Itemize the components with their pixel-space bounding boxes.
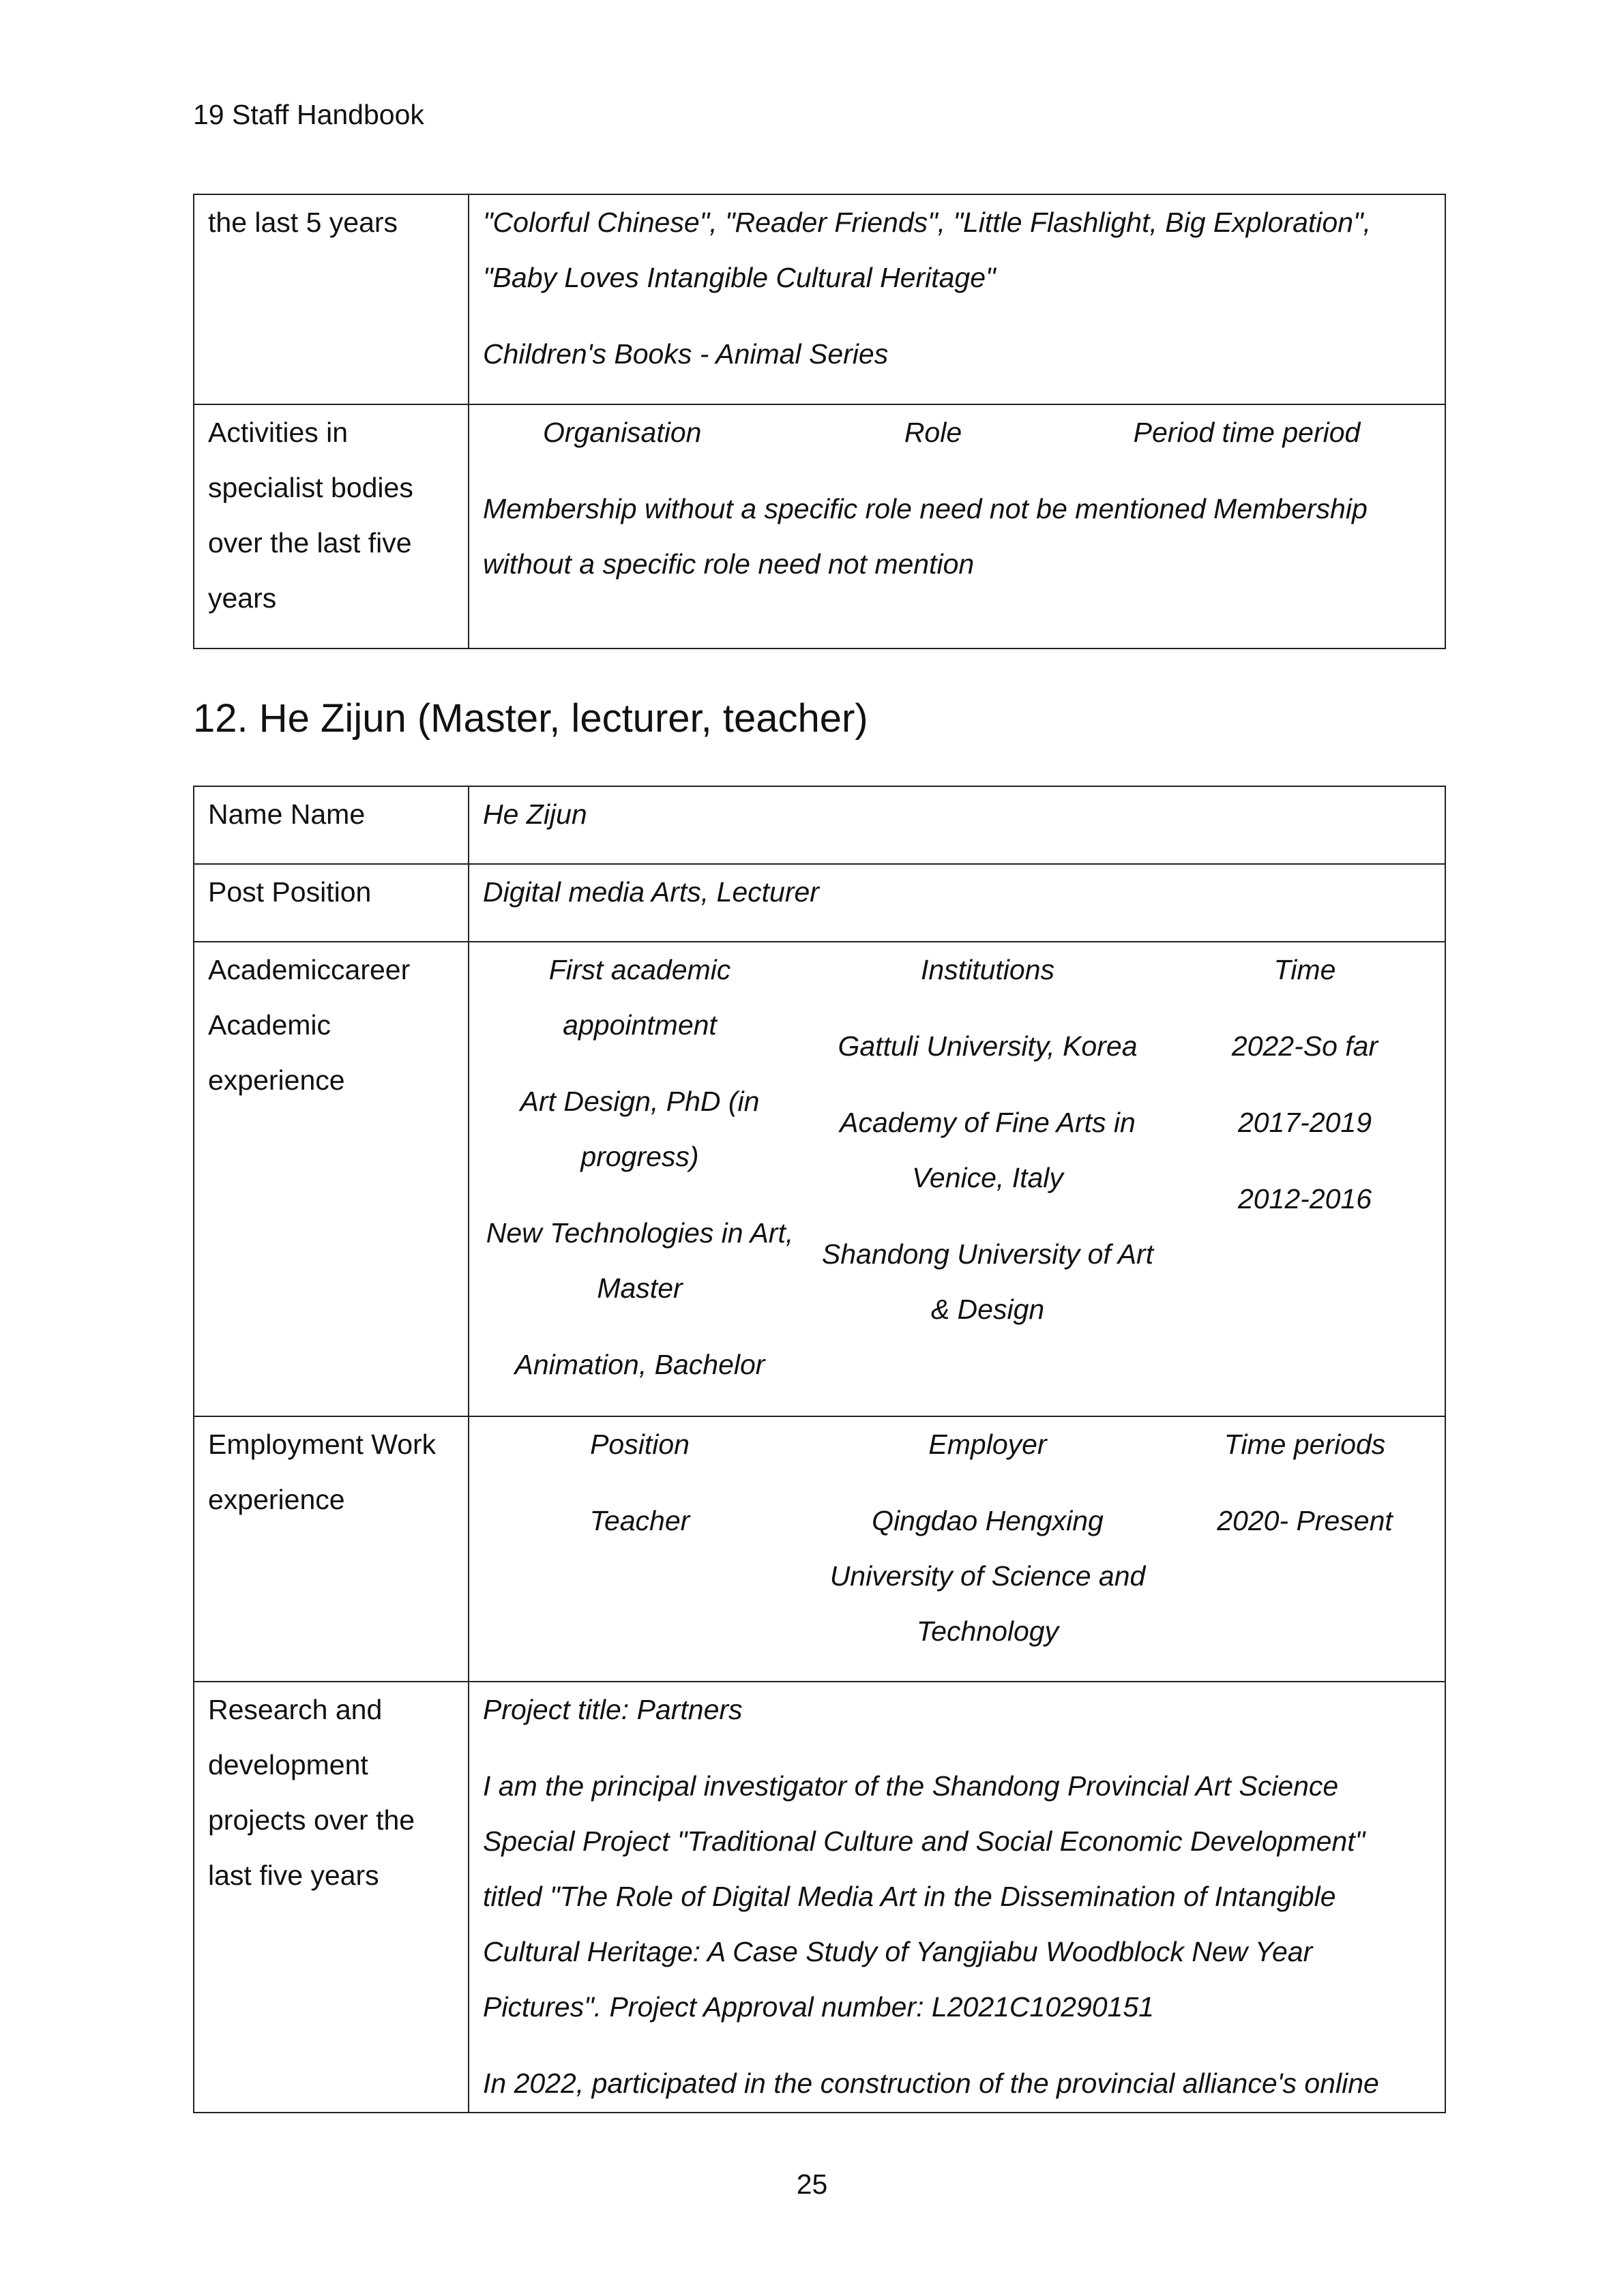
row-value xyxy=(469,404,1445,648)
project-title: Project title: Partners xyxy=(483,1694,743,1725)
degree-column xyxy=(483,942,797,1392)
page-number: 25 xyxy=(796,2168,828,2200)
row-value xyxy=(469,194,1445,404)
table-row xyxy=(194,786,1445,864)
employment-grid xyxy=(483,1417,1431,1659)
column-header: Time periods xyxy=(1224,1429,1386,1460)
institution-entry: Academy of Fine Arts in Venice, Italy xyxy=(840,1107,1136,1193)
table-row xyxy=(194,1682,1445,2113)
degree-entry: New Technologies in Art, Master xyxy=(486,1217,794,1304)
time-entry: 2022-So far xyxy=(1231,1030,1378,1062)
subheader-role: Role xyxy=(904,417,962,448)
column-header: First academic appointment xyxy=(548,954,731,1041)
staff-profile-table xyxy=(193,786,1446,2113)
table-row xyxy=(194,404,1445,648)
time-period-column xyxy=(1179,1417,1431,1659)
row-label: Name Name xyxy=(194,786,469,864)
row-label: Research and development projects over the last five years xyxy=(194,1682,469,2113)
project-description: I am the principal investigator of the Shandong Provincial Art Science Special Project "Traditional Culture and Social Economic Development" titled "The Role of Digital Media Art in the Dissemination of Intangible Cultural Heritage: A Case Study of Yangjiabu Woodblock New Year Pictures". Project Approval number: L2021C10290151 xyxy=(483,1770,1365,2023)
publications-text: "Colorful Chinese", "Reader Friends", "Little Flashlight, Big Exploration", "Baby Loves Intangible Cultural Heritage" xyxy=(483,207,1371,293)
name-value: He Zijun xyxy=(469,786,1445,864)
position-entry: Teacher xyxy=(589,1505,690,1536)
table-row xyxy=(194,864,1445,942)
column-header: Position xyxy=(590,1429,690,1460)
research-value xyxy=(469,1682,1445,2113)
running-header: 19 Staff Handbook xyxy=(193,99,424,130)
continued-profile-table xyxy=(193,194,1446,649)
table-row xyxy=(194,942,1445,1416)
column-header: Employer xyxy=(928,1429,1047,1460)
row-label: Employment Work experience xyxy=(194,1416,469,1682)
institution-column xyxy=(810,942,1165,1392)
time-entry: 2012-2016 xyxy=(1237,1183,1372,1214)
subheader-period: Period time period xyxy=(1133,417,1361,448)
row-label: Academiccareer Academic experience xyxy=(194,942,469,1416)
employer-entry: Qingdao Hengxing University of Science and Technology xyxy=(829,1505,1146,1647)
row-label: Post Position xyxy=(194,864,469,942)
publications-text: Children's Books - Animal Series xyxy=(483,338,889,370)
employment-value xyxy=(469,1416,1445,1682)
time-entry: 2017-2019 xyxy=(1237,1107,1372,1138)
institution-entry: Gattuli University, Korea xyxy=(838,1030,1138,1062)
row-label: Activities in specialist bodies over the last five years xyxy=(194,404,469,648)
time-period-entry: 2020- Present xyxy=(1217,1505,1393,1536)
table-row xyxy=(194,1416,1445,1682)
section-heading: 12. He Zijun (Master, lecturer, teacher) xyxy=(193,696,868,741)
post-value: Digital media Arts, Lecturer xyxy=(469,864,1445,942)
project-description: In 2022, participated in the construction of the provincial alliance's online xyxy=(483,2068,1379,2099)
institution-entry: Shandong University of Art & Design xyxy=(821,1238,1154,1325)
membership-note: Membership without a specific role need not be mentioned Membership without a specific role need not mention xyxy=(483,493,1368,580)
degree-entry: Animation, Bachelor xyxy=(514,1349,765,1380)
time-column xyxy=(1179,942,1431,1392)
table-row xyxy=(194,194,1445,404)
employer-column xyxy=(810,1417,1165,1659)
column-header: Institutions xyxy=(921,954,1054,985)
position-column xyxy=(483,1417,797,1659)
subheader-organisation: Organisation xyxy=(543,417,702,448)
academic-grid xyxy=(483,942,1431,1392)
column-header: Time xyxy=(1273,954,1336,985)
row-label: the last 5 years xyxy=(194,194,469,404)
degree-entry: Art Design, PhD (in progress) xyxy=(520,1086,760,1172)
academic-value xyxy=(469,942,1445,1416)
subheader-row xyxy=(483,405,1431,460)
